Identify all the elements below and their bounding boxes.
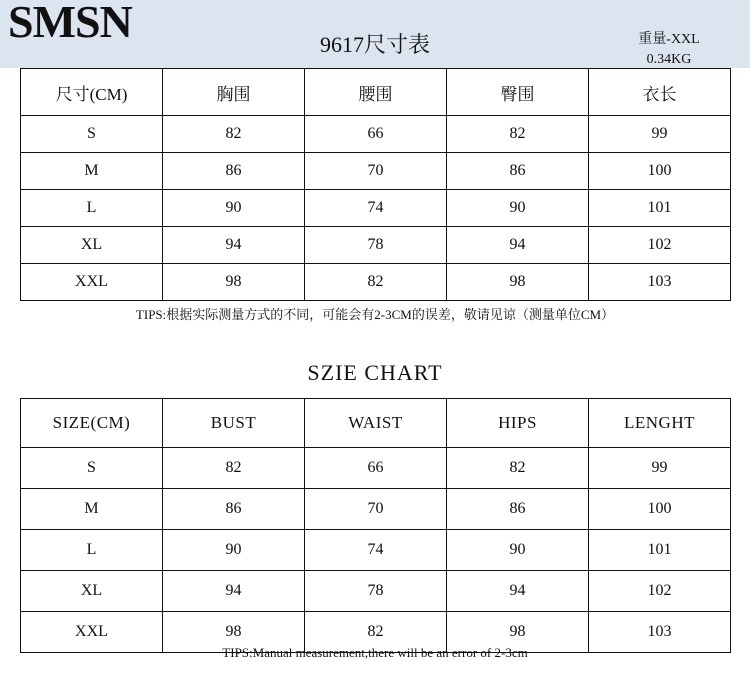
column-header: 臀围 (447, 69, 589, 116)
cell-waist: 70 (305, 153, 447, 190)
size-table-en-wrapper (20, 398, 731, 653)
table-row (21, 116, 731, 153)
cell-waist: 74 (305, 530, 447, 571)
table-row (21, 571, 731, 612)
cell-bust: 98 (163, 264, 305, 301)
cell-bust: 90 (163, 530, 305, 571)
cell-bust: 94 (163, 571, 305, 612)
cell-waist: 66 (305, 116, 447, 153)
size-table-cn (20, 68, 731, 301)
column-header: 腰围 (305, 69, 447, 116)
cell-waist: 66 (305, 448, 447, 489)
cell-waist: 82 (305, 612, 447, 653)
table-row (21, 489, 731, 530)
column-header: 胸围 (163, 69, 305, 116)
cell-length: 100 (589, 153, 731, 190)
table-row (21, 153, 731, 190)
cell-hips: 86 (447, 153, 589, 190)
page-title: 9617尺寸表 (319, 32, 430, 57)
cell-size: L (21, 190, 163, 227)
cell-size: XL (21, 571, 163, 612)
cell-size: XXL (21, 264, 163, 301)
cell-hips: 94 (447, 227, 589, 264)
cell-hips: 86 (447, 489, 589, 530)
cell-length: 99 (589, 448, 731, 489)
weight-note (604, 30, 734, 70)
weight-label: 重量-XXL (638, 32, 700, 47)
cell-bust: 98 (163, 612, 305, 653)
cell-length: 99 (589, 116, 731, 153)
table-header-row (21, 399, 731, 448)
cell-hips: 98 (447, 264, 589, 301)
column-header: BUST (163, 399, 305, 448)
table-row (21, 264, 731, 301)
cell-waist: 78 (305, 227, 447, 264)
header-banner (0, 0, 750, 68)
cell-length: 103 (589, 264, 731, 301)
cell-hips: 82 (447, 116, 589, 153)
cell-hips: 82 (447, 448, 589, 489)
weight-value: 0.34KG (646, 52, 692, 67)
cell-length: 103 (589, 612, 731, 653)
cell-size: M (21, 489, 163, 530)
brand-logo: SMSN (8, 0, 132, 47)
column-header: 尺寸(CM) (21, 69, 163, 116)
cell-bust: 86 (163, 153, 305, 190)
chart-title: SZIE CHART (307, 360, 443, 385)
cell-bust: 86 (163, 489, 305, 530)
table-row (21, 448, 731, 489)
cell-length: 102 (589, 227, 731, 264)
cell-hips: 90 (447, 190, 589, 227)
cell-size: S (21, 448, 163, 489)
table-row (21, 227, 731, 264)
size-table-en (20, 398, 731, 653)
cell-bust: 94 (163, 227, 305, 264)
cell-size: M (21, 153, 163, 190)
cell-length: 101 (589, 530, 731, 571)
tips-note-en: TIPS:Manual measurement,there will be an error of 2-3cm (222, 645, 528, 660)
cell-hips: 94 (447, 571, 589, 612)
cell-size: S (21, 116, 163, 153)
cell-length: 100 (589, 489, 731, 530)
table-header-row (21, 69, 731, 116)
column-header: WAIST (305, 399, 447, 448)
size-table-cn-wrapper (20, 68, 731, 301)
cell-hips: 90 (447, 530, 589, 571)
cell-hips: 98 (447, 612, 589, 653)
column-header: SIZE(CM) (21, 399, 163, 448)
cell-waist: 74 (305, 190, 447, 227)
column-header: 衣长 (589, 69, 731, 116)
table-row (21, 530, 731, 571)
table-row (21, 190, 731, 227)
cell-waist: 78 (305, 571, 447, 612)
cell-waist: 70 (305, 489, 447, 530)
cell-length: 102 (589, 571, 731, 612)
cell-length: 101 (589, 190, 731, 227)
tips-note-cn: TIPS:根据实际测量方式的不同，可能会有2-3CM的误差，敬请见谅（测量单位CM） (135, 307, 615, 322)
column-header: LENGHT (589, 399, 731, 448)
cell-size: L (21, 530, 163, 571)
cell-bust: 90 (163, 190, 305, 227)
column-header: HIPS (447, 399, 589, 448)
cell-bust: 82 (163, 116, 305, 153)
cell-waist: 82 (305, 264, 447, 301)
cell-size: XL (21, 227, 163, 264)
cell-bust: 82 (163, 448, 305, 489)
cell-size: XXL (21, 612, 163, 653)
